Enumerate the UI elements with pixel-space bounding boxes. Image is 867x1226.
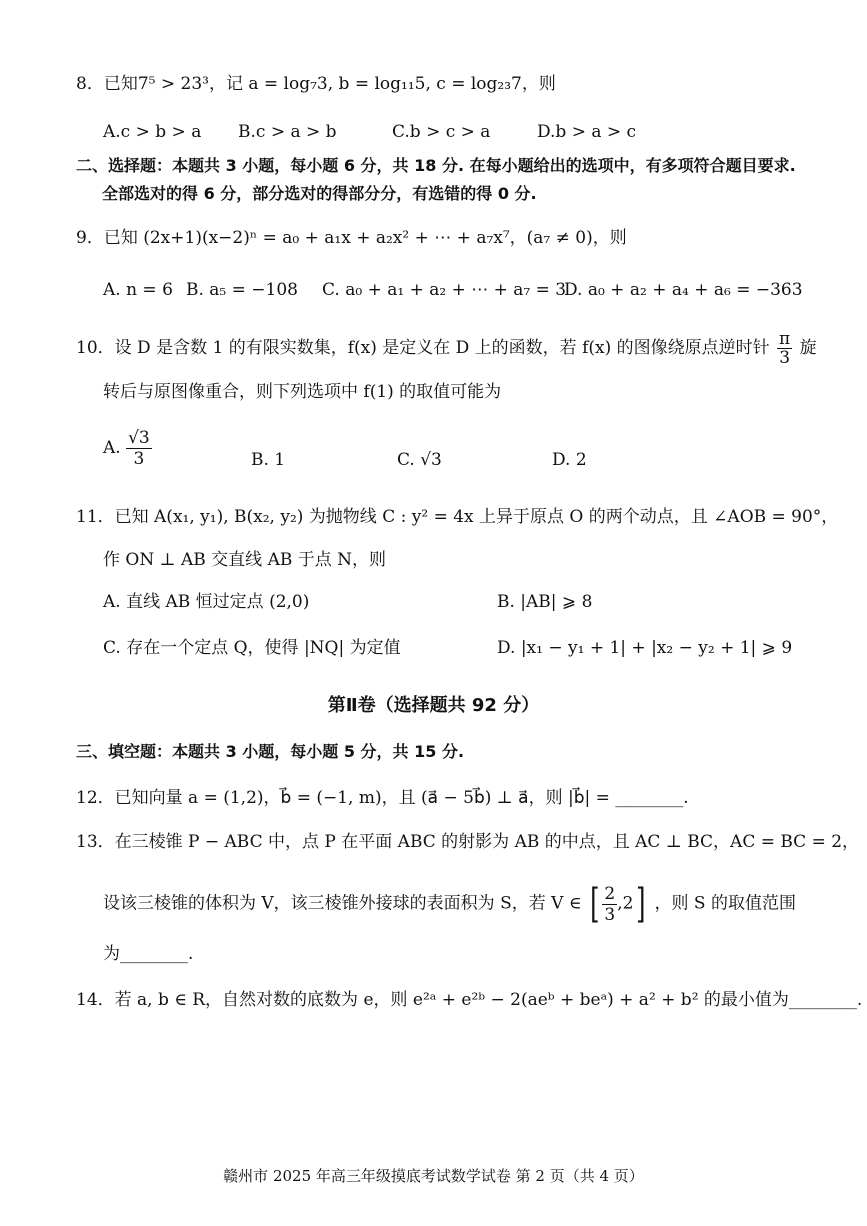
q13-right-bracket: ] (636, 881, 646, 927)
part2-title: 第Ⅱ卷（选择题共 92 分） (327, 695, 540, 716)
q8-option-b: B.c > a > b (238, 122, 337, 142)
q11-line1: 11．已知 A(x₁, y₁), B(x₂, y₂) 为抛物线 C : y² = 4x 上异于原点 O 的两个动点，且 ∠AOB = 90°， (76, 507, 839, 527)
q10-option-a-den: 3 (133, 449, 145, 469)
q9-option-a: A. n = 6 (103, 280, 173, 300)
q10-line2: 转后与原图像重合，则下列选项中 f(1) 的取值可能为 (103, 382, 502, 402)
q13-bracket-tail: ,2 (617, 893, 634, 914)
q11-line2: 作 ON ⊥ AB 交直线 AB 于点 N，则 (103, 550, 387, 570)
q10-line1-tail: 旋 (799, 338, 817, 358)
q13-line2-tail: ，则 S 的取值范围 (654, 893, 796, 914)
q13-line3: 为________. (103, 944, 194, 964)
q11-option-a: A. 直线 AB 恒过定点 (2,0) (103, 592, 310, 612)
section2-heading-line1: 二、选择题：本题共 3 小题，每小题 6 分，共 18 分. 在每小题给出的选项中，有多项符合题目要求. (76, 156, 796, 175)
q10-fraction-den: 3 (779, 348, 791, 368)
q10-line1 (76, 330, 817, 367)
q12-stem: 12．已知向量 a = (1,2)，b⃗ = (−1, m)，且 (a⃗ − 5b⃗) ⊥ a⃗，则 |b⃗| = ________. (76, 788, 689, 808)
q13-line1: 13．在三棱锥 P − ABC 中，点 P 在平面 ABC 的射影为 AB 的中点，且 AC ⊥ BC，AC = BC = 2， (76, 832, 860, 852)
q8-option-c: C.b > c > a (392, 122, 491, 142)
q13-bracket-num: 2 (604, 883, 616, 904)
q14-stem: 14．若 a, b ∈ R，自然对数的底数为 e，则 e²ᵃ + e²ᵇ − 2(aeᵇ + beᵃ) + a² + b² 的最小值为________. (76, 990, 863, 1010)
q10-option-c: C. √3 (397, 450, 442, 470)
q10-fraction (777, 330, 792, 367)
q9-option-b: B. a₅ = −108 (186, 280, 298, 300)
q8-stem: 8．已知7⁵ > 23³，记 a = log₇3, b = log₁₁5, c = log₂₃7，则 (76, 74, 556, 94)
q10-option-a (103, 428, 152, 469)
q8-option-a: A.c > b > a (103, 122, 202, 142)
q10-option-a-fraction (126, 428, 152, 469)
q11-option-d: D. |x₁ − y₁ + 1| + |x₂ − y₂ + 1| ⩾ 9 (497, 638, 793, 658)
q9-option-d: D. a₀ + a₂ + a₄ + a₆ = −363 (564, 280, 803, 300)
page-footer: 赣州市 2025 年高三年级摸底考试数学试卷 第 2 页（共 4 页） (223, 1167, 644, 1185)
q13-line2-text: 设该三棱锥的体积为 V，该三棱锥外接球的表面积为 S，若 V ∈ (103, 893, 582, 914)
q13-bracket-fraction (602, 884, 617, 925)
section2-heading-line2: 全部选对的得 6 分，部分选对的得部分分，有选错的得 0 分. (102, 184, 537, 203)
q9-stem: 9．已知 (2x+1)(x−2)ⁿ = a₀ + a₁x + a₂x² + ⋯ + a₇x⁷，(a₇ ≠ 0)，则 (76, 228, 627, 248)
section3-heading: 三、填空题：本题共 3 小题，每小题 5 分，共 15 分. (76, 742, 465, 761)
q13-left-bracket: [ (589, 881, 600, 927)
q10-fraction-num: π (779, 329, 791, 349)
q13-line2 (103, 882, 796, 926)
q10-option-a-prefix: A. (103, 438, 121, 458)
q11-option-c: C. 存在一个定点 Q，使得 |NQ| 为定值 (103, 638, 401, 658)
q13-bracket-den: 3 (604, 904, 616, 925)
q10-option-d: D. 2 (552, 450, 587, 470)
q8-option-d: D.b > a > c (537, 122, 637, 142)
q10-line1-text: 10．设 D 是含数 1 的有限实数集，f(x) 是定义在 D 上的函数，若 f(x) 的图像绕原点逆时针 (76, 338, 770, 358)
q9-option-c: C. a₀ + a₁ + a₂ + ⋯ + a₇ = 3 (322, 280, 567, 300)
q11-option-b: B. |AB| ⩾ 8 (497, 592, 593, 612)
q10-option-b: B. 1 (251, 450, 286, 470)
q10-option-a-num: √3 (128, 428, 150, 448)
